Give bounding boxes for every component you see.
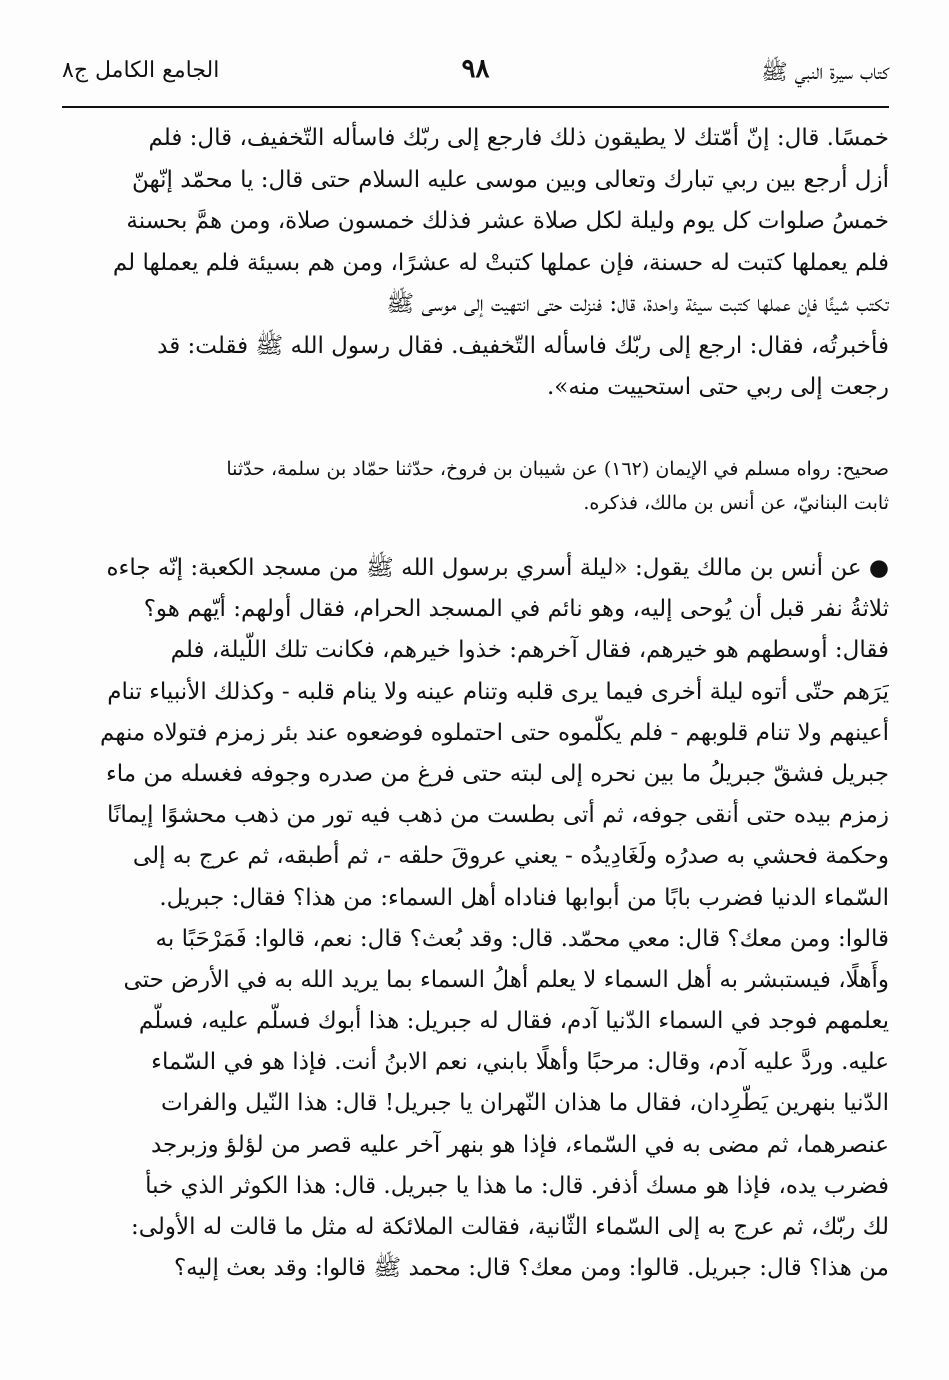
text-line: جبريل فشقّ جبريلُ ما بين نحره إلى لبته حتى فرغ من صدره وجوفه فغسله من ماء — [105, 760, 889, 787]
text-line: ثلاثةُ نفر قبل أن يُوحى إليه، وهو نائم في المسجد الحرام، فقال أولهم: أيّهم هو؟ — [143, 596, 889, 623]
text-line: لك ربّك، ثم عرج به إلى السّماء الثّانية، فقالت الملائكة له مثل ما قالت له الأولى: — [130, 1214, 889, 1240]
header-rule — [62, 106, 889, 108]
takhrij-note — [62, 452, 889, 520]
text-line: يَرَهم حتّى أتوه ليلة أخرى فيما يرى قلبه وتنام عينه ولا ينام قلبه - وكذلك الأنبياء تنام — [107, 678, 889, 705]
hadith-continuation-paragraph — [62, 118, 889, 409]
text-line: خمسُ صلوات كل يوم وليلة لكل صلاة عشر فذلك خمسون صلاة، ومن همَّ بحسنة — [126, 208, 889, 234]
series-title: الجامع الكامل ج٨ — [62, 58, 220, 83]
note-line: صحيح: رواه مسلم في الإيمان (١٦٢) عن شيبان بن فروخ، حدّثنا حمّاد بن سلمة، حدّثنا — [226, 458, 889, 480]
text-line: فقال: أوسطهم هو خيرهم، فقال آخرهم: خذوا خيرهم، فكانت تلك اللّيلة، فلم — [170, 637, 889, 664]
text-line: أعينهم ولا تنام قلوبهم - فلم يكلّموه حتى احتملوه فوضعوه عند بئر زمزم فتولاه منهم — [100, 719, 889, 746]
text-line: السّماء الدنيا فضرب بابًا من أبوابها فناداه أهل السماء: من هذا؟ فقال: جبريل. — [159, 884, 889, 911]
text-line: رجعت إلى ربي حتى استحييت منه». — [546, 374, 889, 400]
text-line: فلم يعملها كتبت له حسنة، فإن عملها كتبتْ له عشرًا، ومن هم بسيئة فلم يعملها لم — [112, 249, 889, 276]
text-line: وحكمة فحشي به صدرُه ولَغَادِيدُه - يعني عروقَ حلقه -، ثم أطبقه، ثم عرج به إلى — [132, 843, 889, 870]
text-line: قالوا: ومن معك؟ قال: معي محمّد. قال: وقد بُعث؟ قال: نعم، قالوا: فَمَرْحَبًا به — [155, 925, 889, 952]
text-line: زمزم بيده حتى أنقى جوفه، ثم أتى بطست من ذهب فيه تور من ذهب محشوًا إيمانًا — [107, 802, 889, 829]
text-line: خمسًا. قال: إنّ أمّتك لا يطيقون ذلك فارجع إلى ربّك فاسأله التّخفيف، قال: فلم — [148, 125, 889, 151]
text-line: من هذا؟ قال: جبريل. قالوا: ومن معك؟ قال: محمد ﷺ قالوا: وقد بعث إليه؟ — [173, 1255, 889, 1282]
page-number: ٩٨ — [461, 54, 490, 84]
text-line: ● عن أنس بن مالك يقول: «ليلة أسري برسول الله ﷺ من مسجد الكعبة: إنّه جاءه — [106, 555, 889, 581]
note-line: ثابت البنانيّ، عن أنس بن مالك، فذكره. — [583, 492, 889, 514]
text-line: تكتب شيئًا فإن عملها كتبت سيئة واحدة، قال: فنزلت حتى انتهيت إلى موسى ﷺ — [386, 291, 889, 317]
text-line: عنصرهما، ثم مضى به في السّماء، فإذا هو بنهر آخر عليه قصر من لؤلؤ وزبرجد — [150, 1131, 889, 1158]
text-line: يعلمهم فوجد في السماء الدّنيا آدم، فقال له جبريل: هذا أبوك فسلّم عليه، فسلّم — [138, 1008, 889, 1035]
text-line: الدّنيا بنهرين يَطّرِدان، فقال ما هذان النّهران يا جبريل! قال: هذا النّيل والفرات — [160, 1090, 889, 1117]
book-title: كتاب سيرة النبي ﷺ — [761, 60, 889, 85]
text-line: عليه. وردَّ عليه آدم، وقال: مرحبًا وأهلًا بابني، نعم الابنُ أنت. فإذا هو في السّماء — [151, 1049, 889, 1076]
text-line: وأَهلًا، فيستبشر به أهل السماء لا يعلم أهلُ السماء بما يريد الله به في الأرض حتى — [123, 966, 889, 993]
hadith-paragraph — [62, 548, 889, 1289]
text-line: أزل أرجع بين ربي تبارك وتعالى وبين موسى عليه السلام حتى قال: يا محمّد إنّهنّ — [132, 166, 889, 193]
running-header — [62, 54, 889, 102]
text-line: فأخبرتُه، فقال: ارجع إلى ربّك فاسأله التّخفيف. فقال رسول الله ﷺ فقلت: قد — [157, 332, 889, 359]
text-line: فضرب يده، فإذا هو مسك أذفر. قال: ما هذا يا جبريل. قال: هذا الكوثر الذي خبأ — [145, 1172, 889, 1199]
